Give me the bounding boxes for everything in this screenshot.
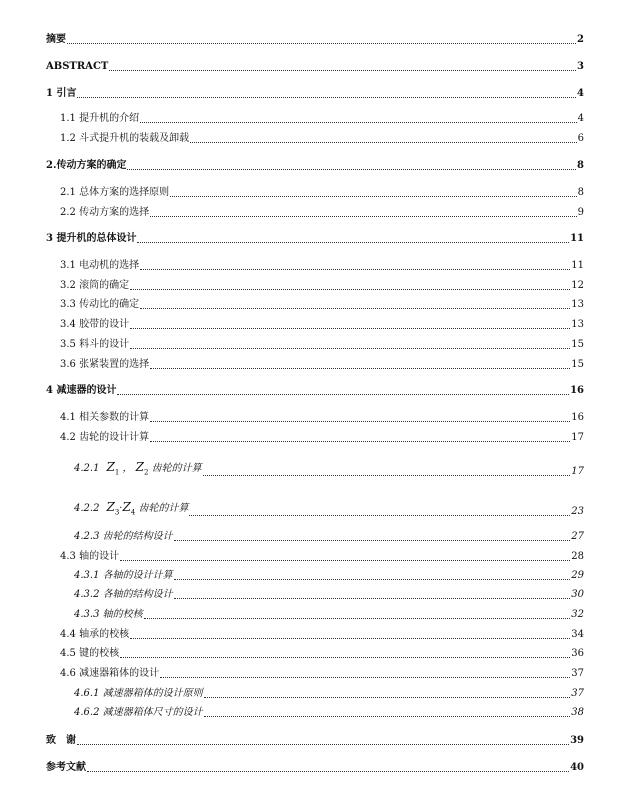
toc-entry-2-2[interactable]: [60, 205, 584, 219]
toc-label: 3.3 传动比的确定: [60, 299, 140, 310]
toc-page-number: 8: [577, 160, 584, 171]
toc-page-number: 39: [570, 735, 584, 746]
toc-label: 4.3 轴的设计: [60, 551, 120, 562]
toc-entry-3-3[interactable]: [60, 297, 584, 311]
leader-dots: [109, 69, 576, 71]
toc-label: 摘要: [46, 34, 66, 45]
toc-entry-acknowledgements[interactable]: [46, 733, 584, 747]
toc-entry-1-2[interactable]: [60, 131, 584, 145]
section-number: 4.2.1: [74, 462, 100, 474]
leader-dots: [150, 440, 570, 442]
toc-page-number: 40: [570, 762, 584, 773]
toc-label: 3.1 电动机的选择: [60, 260, 140, 271]
toc-entry-4-6-1[interactable]: [74, 686, 584, 700]
toc-page-number: 34: [571, 629, 584, 640]
toc-label: 2.2 传动方案的选择: [60, 207, 150, 218]
toc-page-number: 28: [571, 551, 584, 562]
z-symbol: Z: [106, 459, 115, 474]
toc-label: 3 提升机的总体设计: [46, 233, 137, 244]
toc-label: 1 引言: [46, 88, 77, 99]
toc-entry-abstract-en[interactable]: [46, 59, 584, 73]
math-z2: [136, 460, 149, 474]
toc-entry-4-3-2[interactable]: [74, 587, 584, 601]
leader-dots: [130, 347, 570, 349]
toc-page-number: 30: [571, 589, 584, 600]
toc-label: 4.3.2 各轴的结构设计: [74, 589, 173, 600]
toc-page-number: 3: [577, 61, 584, 72]
toc-label: 3.6 张紧装置的选择: [60, 359, 150, 370]
leader-dots: [77, 743, 569, 745]
leader-dots: [204, 696, 571, 698]
toc-page-number: 37: [571, 688, 584, 699]
toc-page-number: 8: [577, 187, 584, 198]
toc-label: [74, 501, 188, 518]
toc-page-number: 23: [571, 506, 584, 517]
toc-entry-3-6[interactable]: [60, 357, 584, 371]
leader-dots: [189, 514, 570, 516]
toc-entry-4-3[interactable]: [60, 549, 584, 563]
toc-label: 1.2 斗式提升机的装载及卸载: [60, 133, 190, 144]
section-number: 4.2.2: [74, 502, 100, 514]
toc-label: 4.5 键的校核: [60, 648, 120, 659]
toc-label: 4.6.1 减速器箱体的设计原则: [74, 688, 203, 699]
separator: ·: [119, 502, 123, 514]
z-subscript: 4: [130, 508, 136, 516]
leader-dots: [174, 597, 571, 599]
toc-label: 2.1 总体方案的选择原则: [60, 187, 170, 198]
toc-page-number: 15: [571, 359, 584, 370]
toc-entry-4-6-2[interactable]: [74, 705, 584, 719]
toc-label: 4.2.3 齿轮的结构设计: [74, 531, 173, 542]
toc-label: 4.3.1 各轴的设计计算: [74, 570, 173, 581]
z-subscript: 2: [144, 468, 149, 476]
leader-dots: [150, 215, 577, 217]
leader-dots: [127, 168, 576, 170]
toc-label: 4.1 相关参数的计算: [60, 412, 150, 423]
leader-dots: [144, 617, 571, 619]
toc-page-number: 2: [577, 34, 584, 45]
toc-entry-3-1[interactable]: [60, 258, 584, 272]
toc-label: 3.5 料斗的设计: [60, 339, 130, 350]
toc-entry-3-2[interactable]: [60, 278, 584, 292]
toc-page-number: 4: [577, 88, 584, 99]
toc-entry-ch4[interactable]: [46, 383, 584, 397]
leader-dots: [203, 474, 571, 476]
toc-page-number: 11: [571, 260, 584, 271]
leader-dots: [150, 420, 570, 422]
z-symbol: Z: [106, 499, 115, 514]
toc-entry-4-6[interactable]: [60, 666, 584, 680]
toc-entry-abstract-cn[interactable]: [46, 32, 584, 46]
toc-page-number: 36: [571, 648, 584, 659]
leader-dots: [190, 141, 577, 143]
math-z4: [122, 500, 135, 514]
toc-label: 4.3.3 轴的校核: [74, 609, 143, 620]
toc-label: 3.4 胶带的设计: [60, 319, 130, 330]
toc-entry-2-1[interactable]: [60, 185, 584, 199]
leader-dots: [174, 578, 571, 580]
leader-dots: [67, 42, 576, 44]
toc-page-number: 17: [571, 432, 584, 443]
toc-entry-4-2-2[interactable]: [74, 498, 584, 518]
toc-entry-ch3[interactable]: [46, 231, 584, 245]
leader-dots: [130, 327, 570, 329]
toc-entry-4-2[interactable]: [60, 430, 584, 444]
z-symbol: Z: [122, 499, 131, 514]
toc-page-number: 13: [571, 299, 584, 310]
toc-page-number: 16: [571, 412, 584, 423]
z-symbol: Z: [135, 459, 144, 474]
leader-dots: [150, 367, 570, 369]
toc-label: 参考文献: [46, 762, 86, 773]
toc-page-number: 17: [571, 466, 584, 477]
leader-dots: [77, 96, 576, 98]
toc-entry-ch2[interactable]: [46, 158, 584, 172]
leader-dots: [170, 195, 577, 197]
title-rest: 齿轮的计算: [151, 462, 202, 474]
toc-label: 2.传动方案的确定: [46, 160, 127, 171]
toc-entry-4-2-1[interactable]: [74, 458, 584, 478]
toc-label: ABSTRACT: [46, 61, 109, 72]
math-z1: [103, 460, 120, 474]
leader-dots: [130, 637, 570, 639]
toc-entry-4-3-3[interactable]: [74, 607, 584, 621]
leader-dots: [140, 307, 570, 309]
toc-label: 4.6.2 减速器箱体尺寸的设计: [74, 707, 203, 718]
toc-page-number: 32: [571, 609, 584, 620]
toc-entry-ch1[interactable]: [46, 86, 584, 100]
toc-entry-4-1[interactable]: [60, 410, 584, 424]
leader-dots: [160, 676, 570, 678]
toc-label: [74, 461, 202, 478]
toc-entry-4-3-1[interactable]: [74, 568, 584, 582]
leader-dots: [120, 559, 570, 561]
toc-entry-1-1[interactable]: [60, 111, 584, 125]
leader-dots: [87, 770, 569, 772]
leader-dots: [120, 656, 570, 658]
toc-label: 致 谢: [46, 735, 76, 746]
toc-label: 1.1 提升机的介绍: [60, 113, 140, 124]
toc-entry-4-4[interactable]: [60, 627, 584, 641]
toc-label: 4.6 减速器箱体的设计: [60, 668, 160, 679]
leader-dots: [140, 121, 577, 123]
leader-dots: [130, 288, 570, 290]
toc-page-number: 29: [571, 570, 584, 581]
toc-label: 4 减速器的设计: [46, 385, 117, 396]
toc-label: 4.4 轴承的校核: [60, 629, 130, 640]
toc-entry-4-5[interactable]: [60, 646, 584, 660]
toc-label: 4.2 齿轮的设计计算: [60, 432, 150, 443]
toc-page-number: 9: [577, 207, 584, 218]
toc-page-number: 27: [571, 531, 584, 542]
toc-page-number: 13: [571, 319, 584, 330]
toc-page-number: 11: [570, 233, 584, 244]
math-z3: [103, 499, 123, 516]
leader-dots: [137, 241, 569, 243]
toc-page-number: 15: [571, 339, 584, 350]
toc-page-number: 12: [571, 280, 584, 291]
separator: ，: [122, 462, 133, 474]
toc-entry-references[interactable]: [46, 760, 584, 774]
toc-entry-3-5[interactable]: [60, 337, 584, 351]
toc-label: 3.2 滚筒的确定: [60, 280, 130, 291]
leader-dots: [204, 715, 571, 717]
toc-page-number: 16: [570, 385, 584, 396]
title-rest: 齿轮的计算: [138, 502, 189, 514]
leader-dots: [140, 268, 570, 270]
toc-page-number: 38: [571, 707, 584, 718]
toc-page-number: 37: [571, 668, 584, 679]
z-subscript: 3: [114, 508, 120, 516]
toc-entry-3-4[interactable]: [60, 317, 584, 331]
toc-page-number: 4: [577, 113, 584, 124]
z-subscript: 1: [114, 468, 120, 476]
leader-dots: [117, 393, 569, 395]
leader-dots: [174, 539, 571, 541]
toc-page-number: 6: [577, 133, 584, 144]
toc-entry-4-2-3[interactable]: [74, 529, 584, 543]
